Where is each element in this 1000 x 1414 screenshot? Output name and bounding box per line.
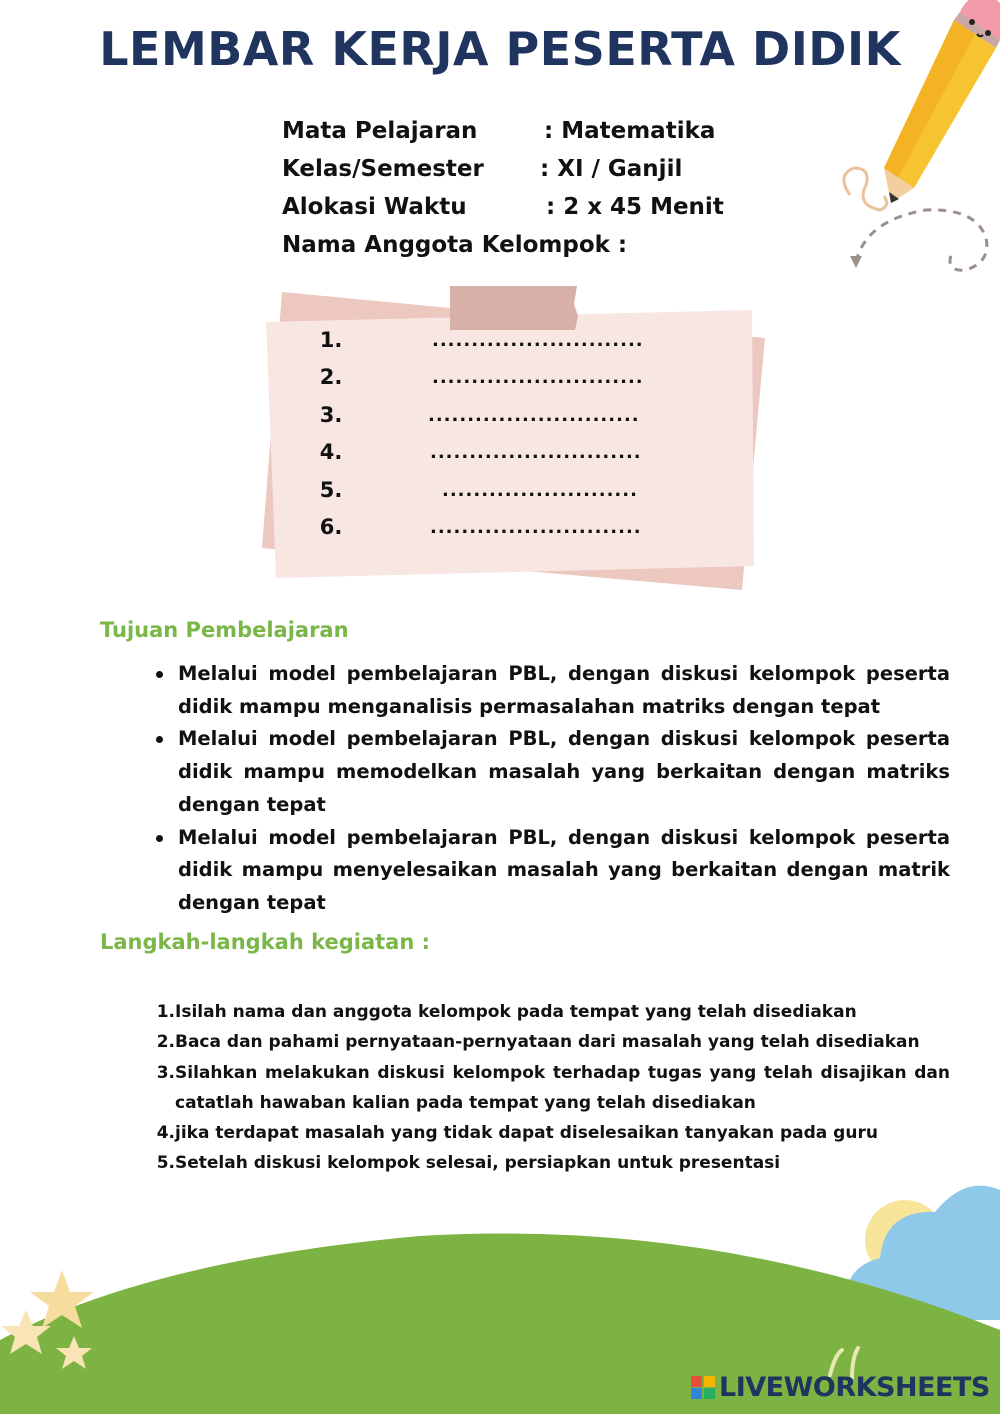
info-row-class	[282, 150, 724, 188]
member-blank[interactable]: ...........................	[432, 367, 644, 389]
step-text: jika terdapat masalah yang tidak dapat diselesaikan tanyakan pada guru	[175, 1123, 878, 1144]
member-blank[interactable]: ...........................	[428, 404, 640, 426]
info-value: : 2 x 45 Menit	[546, 194, 724, 220]
info-row-time	[282, 188, 724, 226]
member-number: 2.	[319, 365, 343, 390]
pencil-icon	[884, 0, 1000, 203]
member-blank[interactable]: .........................	[442, 479, 638, 501]
member-number: 3.	[319, 402, 343, 427]
info-label: Mata Pelajaran	[282, 118, 478, 144]
step-text: Isilah nama dan anggota kelompok pada tempat yang telah disediakan	[175, 1002, 857, 1022]
member-row	[300, 397, 680, 434]
member-list	[300, 322, 680, 546]
worksheet-info	[282, 112, 724, 264]
pencil-illustration	[836, 0, 1000, 290]
member-row	[300, 322, 680, 359]
objective-item: Melalui model pembelajaran PBL, dengan diskusi kelompok peserta didik mampu menyelesaikan masalah yang berkaitan dengan matrik dengan tepat	[150, 822, 950, 920]
page-title: LEMBAR KERJA PESERTA DIDIK	[99, 22, 901, 76]
objective-item: Melalui model pembelajaran PBL, dengan diskusi kelompok peserta didik mampu menganalisis permasalahan matriks dengan tepat	[150, 658, 950, 723]
info-value: : XI / Ganjil	[540, 156, 683, 182]
objectives-list	[150, 658, 950, 920]
step-item	[150, 1027, 950, 1057]
info-label: Alokasi Waktu	[282, 194, 467, 220]
step-text: Setelah diskusi kelompok selesai, persiapkan untuk presentasi	[175, 1153, 781, 1174]
members-label: Nama Anggota Kelompok :	[282, 232, 628, 258]
info-row-subject	[282, 112, 724, 150]
step-item	[150, 997, 950, 1027]
member-row	[300, 509, 680, 546]
info-value: : Matematika	[544, 118, 716, 144]
member-row	[300, 359, 680, 396]
member-number: 4.	[319, 440, 343, 465]
step-number: 4.	[156, 1123, 175, 1144]
member-blank[interactable]: ...........................	[430, 516, 642, 538]
step-number: 2.	[156, 1032, 175, 1053]
step-item	[150, 1058, 950, 1119]
step-text: Silahkan melakukan diskusi kelompok terhadap tugas yang telah disajikan dan catatlah hawaban kalian pada tempat yang telah disediakan	[175, 1062, 950, 1113]
step-number: 5.	[156, 1153, 175, 1174]
step-text: Baca dan pahami pernyataan-pernyataan dari masalah yang telah disediakan	[175, 1032, 920, 1053]
steps-heading: Langkah-langkah kegiatan :	[100, 930, 431, 954]
member-number: 5.	[319, 477, 343, 502]
member-blank[interactable]: ...........................	[432, 330, 644, 351]
liveworksheets-logo	[690, 1372, 990, 1403]
step-number: 1.	[156, 1002, 175, 1022]
member-number: 6.	[319, 514, 343, 539]
liveworksheets-logo-icon	[690, 1374, 717, 1401]
member-row	[300, 472, 680, 509]
info-label: Kelas/Semester	[282, 156, 484, 182]
objectives-heading: Tujuan Pembelajaran	[100, 618, 349, 642]
objective-item: Melalui model pembelajaran PBL, dengan diskusi kelompok peserta didik mampu memodelkan masalah yang berkaitan dengan matriks dengan tepat	[150, 723, 950, 821]
member-number: 1.	[319, 328, 343, 352]
member-row	[300, 434, 680, 471]
step-number: 3.	[156, 1062, 175, 1083]
member-blank[interactable]: ...........................	[430, 442, 642, 464]
brand-name: LIVEWORKSHEETS	[719, 1372, 990, 1403]
